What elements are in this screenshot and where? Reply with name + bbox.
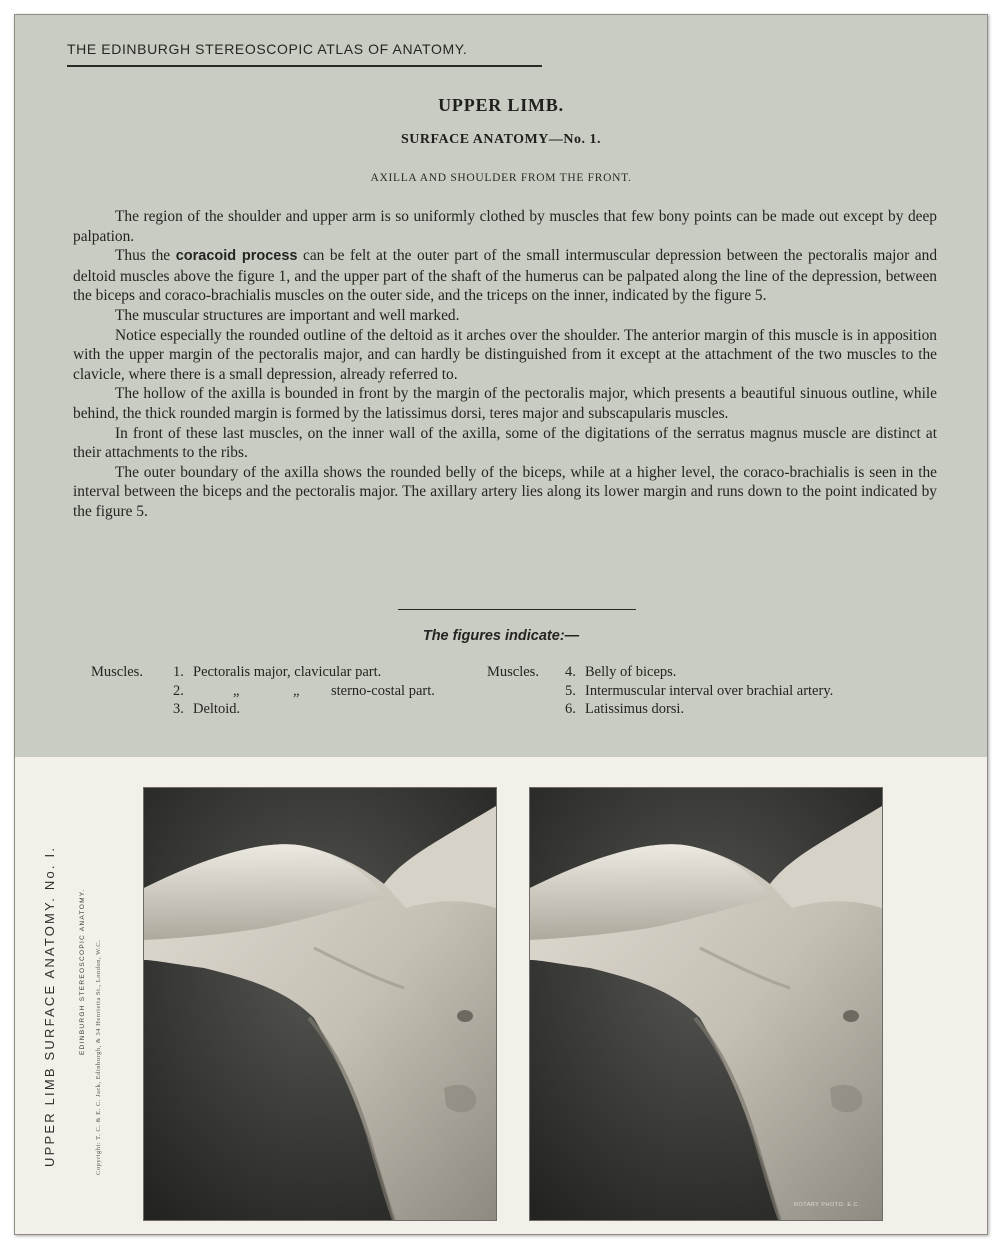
paragraph: The hollow of the axilla is bounded in front by the margin of the pectoralis major, which presents a beautiful sinuous outline, while behind, the thick rounded margin is formed by the latissimus dorsi, teres major and subscapularis muscles. xyxy=(73,385,937,422)
atlas-header: THE EDINBURGH STEREOSCOPIC ATLAS OF ANATOMY. xyxy=(67,41,468,57)
paragraph: In front of these last muscles, on the inner wall of the axilla, some of the digitations of the serratus magnus muscle are distinct at their attachments to the ribs. xyxy=(73,424,937,462)
legend-name: sterno-costal part. xyxy=(331,682,435,699)
legend-name: Pectoralis major, clavicular part. xyxy=(193,664,382,680)
legend-name: Belly of biceps. xyxy=(585,664,677,680)
highlighted-term: coracoid process xyxy=(175,248,298,265)
shoulder-photo-image xyxy=(530,788,882,1220)
side-copyright: Copyright: T. C. & E. C. Jack, Edinburgh, & 34 Henrietta St., London, W.C. xyxy=(95,939,102,1175)
legend-name: Intermuscular interval over brachial artery. xyxy=(585,682,834,699)
paragraph: Notice especially the rounded outline of the deltoid as it arches over the shoulder. The anterior margin of this muscle is in apposition with the upper margin of the pectoralis major, and can hardly be distinguished from it except at the attachment of the two muscles to the clavicle, where there is a small depression, already referred to. xyxy=(73,326,937,383)
atlas-card xyxy=(14,14,988,1235)
figure-legend-right xyxy=(487,663,947,719)
description-text xyxy=(73,207,937,522)
header-underline xyxy=(67,65,542,67)
legend-group-label: Muscles. xyxy=(487,664,539,680)
legend-number: 2. xyxy=(173,682,184,699)
legend-number: 5. xyxy=(565,682,576,699)
section-heading: AXILLA AND SHOULDER FROM THE FRONT. xyxy=(370,172,632,184)
paragraph xyxy=(73,246,937,306)
figures-heading: The figures indicate:— xyxy=(422,628,580,644)
stereo-photo-right xyxy=(529,787,883,1221)
ditto-mark: „ xyxy=(293,682,300,699)
figure-legend-left xyxy=(91,663,491,719)
paragraph-text: can be felt at the outer part of the small intermuscular depression between the pectoralis major and deltoid muscles above the figure 1, and the upper part of the shaft of the humerus can be palpated along the line of the depression, between the biceps and coraco-brachialis muscles on the outer side, and the triceps on the inner, indicated by the figure 5. xyxy=(73,247,938,305)
legend-number: 4. xyxy=(565,664,576,680)
legend-item xyxy=(91,663,491,682)
legend-group-label: Muscles. xyxy=(91,664,143,680)
legend-name: Latissimus dorsi. xyxy=(585,701,685,717)
legend-item xyxy=(91,700,491,719)
ditto-mark: „ xyxy=(233,682,240,699)
section-divider xyxy=(398,609,636,610)
page-subtitle: SURFACE ANATOMY—No. 1. xyxy=(400,132,601,147)
legend-number: 3. xyxy=(173,701,184,717)
legend-name: Deltoid. xyxy=(193,701,241,717)
side-title: UPPER LIMB SURFACE ANATOMY. No. I. xyxy=(42,845,57,1167)
legend-number: 1. xyxy=(173,664,184,680)
paragraph: The region of the shoulder and upper arm is so uniformly clothed by muscles that few bony points can be made out except by deep palpation. xyxy=(73,208,937,245)
shoulder-photo-image xyxy=(144,788,496,1220)
legend-item xyxy=(487,682,947,701)
text-panel xyxy=(15,15,987,757)
legend-item xyxy=(487,700,947,719)
legend-item xyxy=(91,682,491,701)
legend-item xyxy=(487,663,947,682)
paragraph: The outer boundary of the axilla shows the rounded belly of the biceps, while at a higher level, the coraco-brachialis is seen in the interval between the biceps and the pectoralis major. The axillary artery lies along its lower margin and runs down to the point indicated by the figure 5. xyxy=(73,463,937,520)
paragraph-text: Thus the xyxy=(115,247,176,265)
paragraph: The muscular structures are important and well marked. xyxy=(115,306,460,324)
page-title: UPPER LIMB. xyxy=(438,95,564,115)
photo-credit: ROTARY PHOTO. E.C. xyxy=(794,1202,861,1208)
stereo-photo-left xyxy=(143,787,497,1221)
side-publisher: EDINBURGH STEREOSCOPIC ANATOMY. xyxy=(79,888,86,1055)
legend-number: 6. xyxy=(565,701,576,717)
